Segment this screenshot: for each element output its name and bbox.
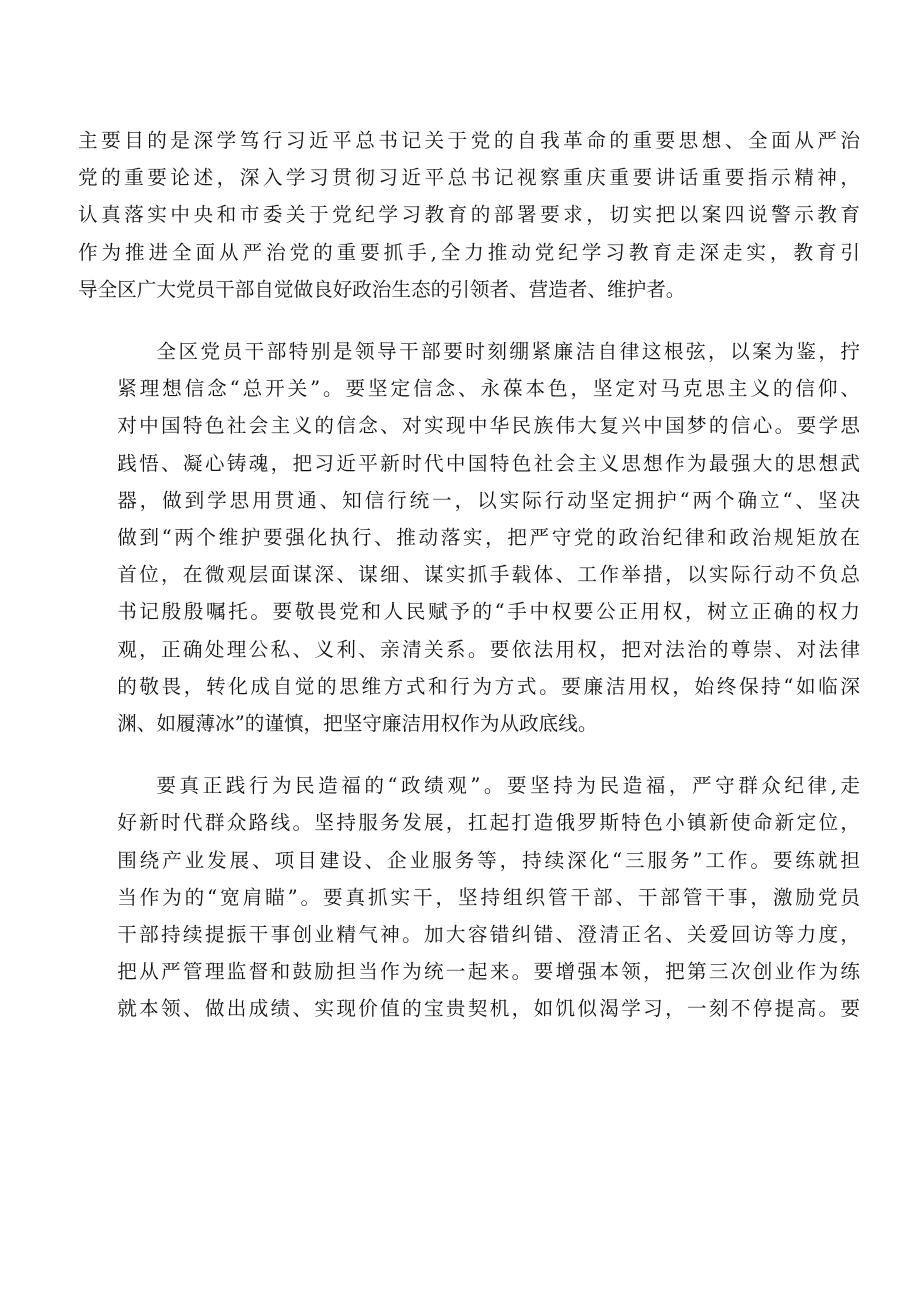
text-line: 要真正践行为民造福的“政绩观”。要坚持为民造福，严守群众纪律,走: [156, 774, 860, 798]
text-line: 观，正确处理公私、义利、亲清关系。要依法用权，把对法治的尊崇、对法律: [117, 637, 860, 661]
text-line: 当作为的“宽肩瞄”。要真抓实干，坚持组织管干部、干部管干事，激励党员: [117, 885, 860, 909]
text-line: 的敬畏，转化成自觉的思维方式和行为方式。要廉洁用权，始终保持“如临深: [117, 674, 860, 698]
text-line: 认真落实中央和市委关于党纪学习教育的部署要求，切实把以案四说警示教育: [78, 203, 860, 227]
text-line: 就本领、做出成绩、实现价值的宝贵契机，如饥似渴学习，一刻不停提高。要: [117, 997, 860, 1021]
text-line: 把从严管理监督和鼓励担当作为统一起来。要增强本领，把第三次创业作为练: [117, 960, 860, 984]
text-line: 作为推进全面从严治党的重要抓手,全力推动党纪学习教育走深走实，教育引: [78, 240, 860, 264]
text-line: 围绕产业发展、项目建设、企业服务等，持续深化“三服务”工作。要练就担: [117, 848, 860, 872]
paragraph-1: [78, 122, 860, 308]
document-body: [78, 122, 860, 1053]
text-line: 书记殷殷嘱托。要敬畏党和人民赋予的“手中权要公正用权，树立正确的权力: [117, 600, 860, 624]
paragraph-3: [78, 767, 860, 1027]
text-line: 做到“两个维护要强化执行、推动落实，把严守党的政治纪律和政治规矩放在: [117, 526, 860, 550]
text-line: 导全区广大党员干部自觉做良好政治生态的引领者、营造者、维护者。: [78, 277, 686, 301]
text-line: 践悟、凝心铸魂，把习近平新时代中国特色社会主义思想作为最强大的思想武: [117, 451, 860, 475]
paragraph-2: [78, 333, 860, 742]
text-line: 好新时代群众路线。坚持服务发展，扛起打造俄罗斯特色小镇新使命新定位，: [117, 811, 860, 835]
text-line: 党的重要论述，深入学习贯彻习近平总书记视察重庆重要讲话重要指示精神，: [78, 166, 860, 190]
text-line: 干部持续提振干事创业精气神。加大容错纠错、澄清正名、关爱回访等力度，: [117, 923, 860, 947]
text-line: 主要目的是深学笃行习近平总书记关于党的自我革命的重要思想、全面从严治: [78, 129, 860, 152]
text-line: 对中国特色社会主义的信念、对实现中华民族伟大复兴中国梦的信心。要学思: [117, 414, 860, 438]
text-line: 渊、如履薄冰”的谨慎，把坚守廉洁用权作为从政底线。: [117, 712, 598, 736]
text-line: 紧理想信念“总开关”。要坚定信念、永葆本色，坚定对马克思主义的信仰、: [117, 377, 860, 401]
text-line: 全区党员干部特别是领导干部要时刻绷紧廉洁自律这根弦，以案为鉴，拧: [156, 340, 860, 364]
text-line: 器，做到学思用贯通、知信行统一，以实际行动坚定拥护“两个确立“、坚决: [117, 488, 860, 512]
text-line: 首位，在微观层面谋深、谋细、谋实抓手载体、工作举措，以实际行动不负总: [117, 563, 860, 587]
